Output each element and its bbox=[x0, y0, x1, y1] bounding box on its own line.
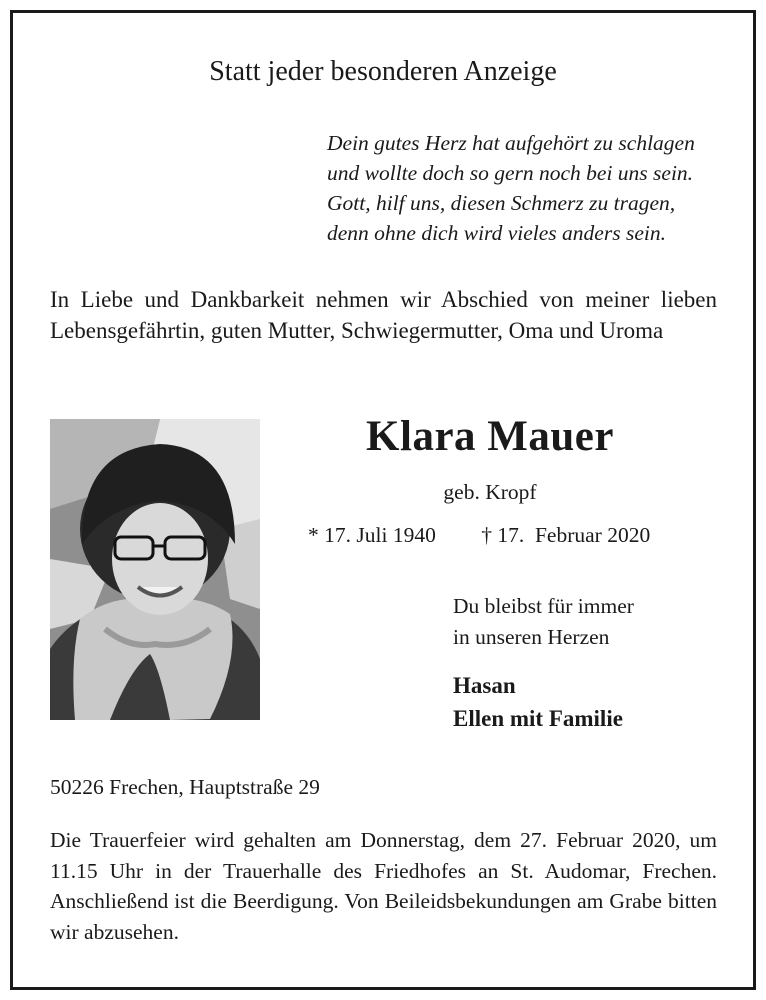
mourner-name: Hasan bbox=[453, 673, 516, 698]
poem-line: denn ohne dich wird vieles anders sein. bbox=[327, 221, 666, 245]
poem-line: und wollte doch so gern noch bei uns sein. bbox=[327, 161, 694, 185]
mourner-name: Ellen mit Familie bbox=[453, 706, 623, 731]
birth-date: * 17. Juli 1940 bbox=[308, 523, 436, 547]
intro-text: In Liebe und Dankbarkeit nehmen wir Abschied von meiner lieben Lebensgefährtin, guten Mutter, Schwiegermutter, Oma und Uroma bbox=[50, 287, 717, 343]
birth-name: geb. Kropf bbox=[443, 480, 537, 504]
mourners bbox=[453, 669, 623, 735]
portrait-image bbox=[50, 419, 260, 720]
ceremony-text: Die Trauerfeier wird gehalten am Donnerstag, dem 27. Februar 2020, um 11.15 Uhr in der Trauerhalle des Friedhofes an St. Audomar, Frechen. Anschließend ist die Beerdigung. Von Beileidsbekundungen am Grabe bitten wir abzusehen. bbox=[50, 828, 717, 944]
life-dates bbox=[308, 523, 650, 548]
farewell-line: in unseren Herzen bbox=[453, 625, 610, 649]
farewell-line: Du bleibst für immer bbox=[453, 594, 634, 618]
portrait-photo bbox=[50, 419, 260, 720]
notice-heading: Statt jeder besonderen Anzeige bbox=[209, 56, 557, 87]
poem-line: Dein gutes Herz hat aufgehört zu schlagen bbox=[327, 131, 695, 155]
poem-line: Gott, hilf uns, diesen Schmerz zu tragen, bbox=[327, 191, 676, 215]
poem bbox=[327, 128, 695, 248]
death-date: † 17. Februar 2020 bbox=[481, 523, 651, 547]
address: 50226 Frechen, Hauptstraße 29 bbox=[50, 775, 320, 799]
deceased-name: Klara Mauer bbox=[366, 413, 614, 460]
farewell-text bbox=[453, 591, 634, 653]
